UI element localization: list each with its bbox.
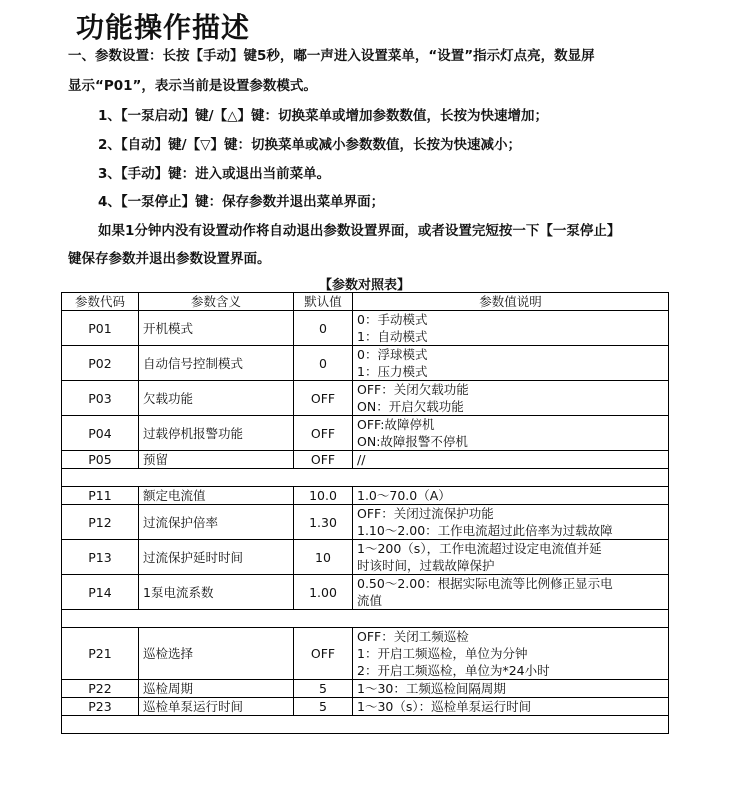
param-code: P01: [62, 311, 139, 346]
list-item: 3、【手动】键：进入或退出当前菜单。: [98, 166, 331, 182]
param-default: OFF: [294, 628, 353, 680]
param-desc: [353, 311, 669, 346]
param-code: P13: [62, 540, 139, 575]
param-default: OFF: [294, 381, 353, 416]
param-meaning: 自动信号控制模式: [139, 346, 294, 381]
param-code: P04: [62, 416, 139, 451]
table-row: [62, 487, 669, 505]
header-meaning: 参数含义: [139, 293, 294, 311]
table-row: [62, 451, 669, 469]
param-meaning: 巡检单泵运行时间: [139, 698, 294, 716]
param-default: OFF: [294, 451, 353, 469]
table-row: [62, 346, 669, 381]
desc-line: 0.50～2.00：根据实际电流等比例修正显示电: [357, 576, 613, 591]
param-default: 0: [294, 311, 353, 346]
param-meaning: 巡检周期: [139, 680, 294, 698]
param-meaning: 额定电流值: [139, 487, 294, 505]
param-code: P14: [62, 575, 139, 610]
param-default: 1.00: [294, 575, 353, 610]
desc-line: OFF：关闭工频巡检: [357, 629, 469, 644]
desc-line: OFF:故障停机: [357, 417, 435, 432]
table-row: [62, 505, 669, 540]
desc-line: 1：压力模式: [357, 364, 428, 379]
desc-line: 1：自动模式: [357, 329, 428, 344]
intro-line-1: 一、参数设置：长按【手动】键5秒，嘟一声进入设置菜单，“设置”指示灯点亮，数显屏: [68, 48, 595, 64]
param-desc: [353, 540, 669, 575]
spacer-cell: [62, 716, 669, 734]
param-default: 10: [294, 540, 353, 575]
list-item: 2、【自动】键/【▽】键：切换菜单或减小参数数值，长按为快速减小；: [98, 137, 521, 153]
intro-line-2: 显示“P01”，表示当前是设置参数模式。: [68, 78, 317, 94]
param-desc: [353, 487, 669, 505]
spacer-cell: [62, 610, 669, 628]
param-meaning: 1泵电流系数: [139, 575, 294, 610]
desc-line: //: [357, 452, 366, 467]
param-code: P03: [62, 381, 139, 416]
desc-line: 2：开启工频巡检，单位为*24小时: [357, 663, 550, 678]
page-title: 功能操作描述: [76, 11, 251, 44]
header-desc: 参数值说明: [353, 293, 669, 311]
table-row: [62, 381, 669, 416]
param-desc: [353, 505, 669, 540]
desc-line: 1.10～2.00：工作电流超过此倍率为过载故障: [357, 523, 613, 538]
table-row: [62, 540, 669, 575]
param-desc: [353, 575, 669, 610]
param-desc: [353, 381, 669, 416]
param-meaning: 过流保护延时时间: [139, 540, 294, 575]
param-desc: [353, 451, 669, 469]
param-code: P21: [62, 628, 139, 680]
param-default: 0: [294, 346, 353, 381]
param-code: P22: [62, 680, 139, 698]
param-code: P02: [62, 346, 139, 381]
param-code: P23: [62, 698, 139, 716]
paragraph-line-2: 键保存参数并退出参数设置界面。: [68, 251, 271, 267]
desc-line: 0：手动模式: [357, 312, 428, 327]
param-meaning: 开机模式: [139, 311, 294, 346]
desc-line: OFF：关闭欠载功能: [357, 382, 469, 397]
param-code: P11: [62, 487, 139, 505]
param-desc: [353, 698, 669, 716]
param-meaning: 过载停机报警功能: [139, 416, 294, 451]
table-spacer-row: [62, 610, 669, 628]
desc-line: OFF：关闭过流保护功能: [357, 506, 494, 521]
desc-line: 1～30：工频巡检间隔周期: [357, 681, 506, 696]
table-spacer-row: [62, 716, 669, 734]
table-row: [62, 311, 669, 346]
param-default: 5: [294, 680, 353, 698]
list-item: 1、【一泵启动】键/【△】键：切换菜单或增加参数数值，长按为快速增加；: [98, 108, 548, 124]
desc-line: 时该时间，过载故障保护: [357, 558, 495, 573]
desc-line: 1～200（s），工作电流超过设定电流值并延: [357, 541, 602, 556]
desc-line: ON：开启欠载功能: [357, 399, 464, 414]
param-default: 1.30: [294, 505, 353, 540]
table-header-row: [62, 293, 669, 311]
desc-line: ON:故障报警不停机: [357, 434, 468, 449]
param-desc: [353, 416, 669, 451]
param-desc: [353, 680, 669, 698]
desc-line: 1：开启工频巡检，单位为分钟: [357, 646, 528, 661]
param-meaning: 欠载功能: [139, 381, 294, 416]
desc-line: 1～30（s）：巡检单泵运行时间: [357, 699, 532, 714]
header-default: 默认值: [294, 293, 353, 311]
param-code: P12: [62, 505, 139, 540]
table-row: [62, 698, 669, 716]
table-row: [62, 416, 669, 451]
param-default: 5: [294, 698, 353, 716]
spacer-cell: [62, 469, 669, 487]
table-caption: 【参数对照表】: [318, 278, 410, 293]
param-meaning: 过流保护倍率: [139, 505, 294, 540]
param-default: OFF: [294, 416, 353, 451]
list-item: 4、【一泵停止】键：保存参数并退出菜单界面；: [98, 194, 385, 210]
param-desc: [353, 628, 669, 680]
param-meaning: 巡检选择: [139, 628, 294, 680]
header-code: 参数代码: [62, 293, 139, 311]
desc-line: 流值: [357, 593, 383, 608]
table-spacer-row: [62, 469, 669, 487]
parameter-table: [61, 292, 669, 734]
desc-line: 0：浮球模式: [357, 347, 428, 362]
param-meaning: 预留: [139, 451, 294, 469]
desc-line: 1.0～70.0（A）: [357, 488, 451, 503]
table-row: [62, 680, 669, 698]
param-desc: [353, 346, 669, 381]
table-row: [62, 628, 669, 680]
table-row: [62, 575, 669, 610]
paragraph-line-1: 如果1分钟内没有设置动作将自动退出参数设置界面，或者设置完短按一下【一泵停止】: [98, 223, 621, 239]
param-default: 10.0: [294, 487, 353, 505]
param-code: P05: [62, 451, 139, 469]
